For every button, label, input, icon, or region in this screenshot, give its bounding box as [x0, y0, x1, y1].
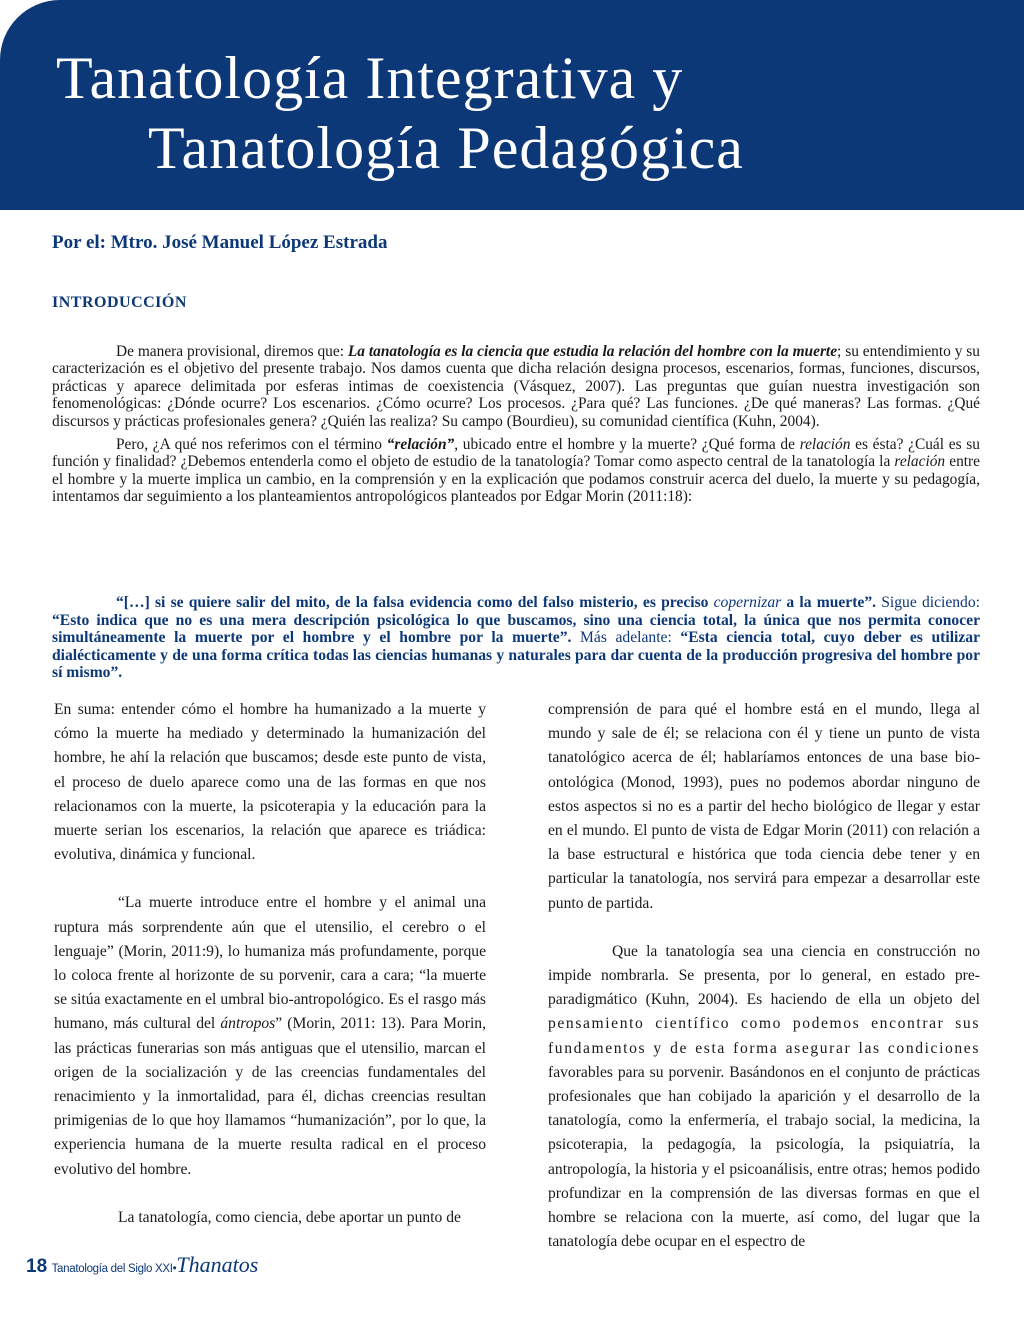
intro-p1-definition: La tanatología es la ciencia que estudia la relación del hombre con la muerte: [347, 343, 838, 360]
quote-2: “Esto indica que no es una mera descripción psicológica lo que buscamos, sino una ciencia total, la única que nos permita conocer simultáneamente la muerte por el hombre y el hombre por la muerte”.: [52, 611, 980, 647]
pull-quote: [52, 594, 980, 682]
page-footer: [26, 1252, 258, 1278]
left-paragraph-2: [54, 891, 486, 1181]
intro-p2-emphasis: relación: [894, 453, 946, 471]
quote-3: “Esta ciencia total, cuyo deber es utilizar dialécticamente y de una forma crítica todas las ciencias humanas y naturales para dar cuenta de la producción progresiva del hombre por sí mismo”.: [52, 629, 980, 682]
intro-paragraph-1: [52, 343, 980, 430]
title-line-1: Tanatología Integrativa y: [56, 45, 684, 111]
intro-p2-text: , ubicado entre el hombre y la muerte? ¿Qué forma de: [454, 436, 800, 454]
right-p2-spaced-text: pensamiento científico como podemos encontrar sus fundamentos y de esta forma asegurar las condiciones: [548, 1015, 980, 1057]
right-p2-text-cont: favorables para su porvenir. Basándonos en el conjunto de prácticas profesionales que han cobijado la aparición y el desarrollo de la tanatología, como la enfermería, el trabajo social, la medicina, la psicoterapia, la pedagogía, la psicología, la psiquiatría, la antropología, la historia y el psicoanálisis, entre otras; hemos podido profundizar en la comprensión de las diversas formas en que el hombre se relaciona con la muerte, así como, del lugar que la tanatología debe ocupar en el espectro de: [548, 1063, 980, 1251]
intro-p2-text: Pero, ¿A qué nos referimos con el término: [116, 436, 387, 454]
quote-connector: Más adelante:: [571, 629, 681, 647]
footer-separator: •: [172, 1263, 177, 1275]
intro-p2-emphasis: relación: [799, 436, 851, 454]
intro-text: [52, 343, 980, 512]
quote-connector: Sigue diciendo:: [876, 594, 980, 611]
intro-p1-text: De manera provisional, diremos que:: [116, 343, 348, 360]
quote-1: [116, 594, 876, 611]
section-heading: INTRODUCCIÓN: [52, 294, 187, 311]
right-column: [548, 698, 980, 1254]
quote-paragraph: [52, 594, 980, 682]
page-number: 18: [26, 1256, 48, 1277]
intro-paragraph-2: [52, 436, 980, 506]
intro-p2-term: “relación”: [386, 436, 455, 454]
left-p2-text-cont: ” (Morin, 2011: 13). Para Morin, las prácticas funerarias son más antiguas que el utensilio, marcan el origen de la socialización y de las creencias fundamentales del renacimiento y la inmortalidad, para él, dichas creencias resultan primigenias de lo que hoy llamamos “humanización”, por lo que, la experiencia humana de la muerte resulta radical en el proceso evolutivo del hombre.: [54, 1015, 486, 1178]
quote-1-text: “[…] si se quiere salir del mito, de la falsa evidencia como del falso misterio, es preciso: [116, 594, 714, 611]
author-byline: Por el: Mtro. José Manuel López Estrada: [52, 232, 388, 253]
left-paragraph-3: La tanatología, como ciencia, debe aportar un punto de: [118, 1208, 461, 1226]
publication-name: Tanatología del Siglo XXI: [51, 1263, 173, 1275]
right-p2-text: Que la tanatología sea una ciencia en construcción no impide nombrarla. Se presenta, por lo general, en estado pre-paradigmático (Kuhn, 2004). Es haciendo de ella un objeto del: [548, 942, 980, 1009]
right-paragraph-1: comprensión de para qué el hombre está en el mundo, llega al mundo y sale de él; se relaciona con él y tiene un punto de vista tanatológico acerca de él; hablaríamos entonces de una base bio-ontológica (Monod, 1993), pues no podemos abordar ninguno de estos aspectos si no es a partir del hecho biológico de llegar y estar en el mundo. El punto de vista de Edgar Morin (2011) con relación a la base estructural e histórica que toda ciencia debe tener y en particular la tanatología, nos servirá para empezar a desarrollar este punto de partida.: [548, 701, 980, 912]
header-banner: [0, 0, 1024, 210]
intro-p1-text-cont: ; su entendimiento y su caracterización es el objetivo del presente trabajo. Nos damos cuenta que dicha relación designa procesos, escenarios, formas, funciones, discursos, prácticas y aparece delimitada por esferas intimas de coexistencia (Vásquez, 2007). Las preguntas que guían nuestra investigación son fenomenológicas: ¿Dónde ocurre? Los escenarios. ¿Cómo ocurre? Los procesos. ¿Para qué? Las funciones. ¿De qué maneras? Las formas. ¿Qué discursos y prácticas profesionales genera? ¿Quién las realiza? Su campo (Bourdieu), su comunidad científica (Kuhn, 2004).: [52, 343, 980, 430]
left-column: [54, 698, 486, 1230]
right-paragraph-2: [548, 940, 980, 1255]
left-paragraph-1: En suma: entender cómo el hombre ha humanizado a la muerte y cómo la muerte ha mediado y determinado la humanización del hombre, he ahí la relación que buscamos; desde este punto de vista, el proceso de duelo aparece como una de las formas en que nos relacionamos con la muerte, la psicoterapia y la educación para la muerte serian los escenarios, la relación que aparece es triádica: evolutiva, dinámica y funcional.: [54, 701, 486, 864]
title-line-2: Tanatología Pedagógica: [148, 115, 744, 181]
left-p2-text: “La muerte introduce entre el hombre y el animal una ruptura más sorprendente aún que el utensilio, el cerebro o el lenguaje” (Morin, 2011:9), lo humaniza más profundamente, porque lo coloca frente al horizonte de su porvenir, cara a cara; “la muerte se sitúa exactamente en el umbral bio-antropológico. Es el rasgo más humano, más cultural del: [54, 894, 486, 1033]
intro-p2-text: entre el hombre y la muerte implica un cambio, en la comprensión y en la explicación que podamos construir acerca del duelo, la muerte y su pedagogía, intentamos dar seguimiento a los planteamientos antropológicos planteados por Edgar Morin (2011:18):: [52, 453, 981, 506]
quote-1-end: a la muerte”.: [781, 594, 877, 611]
left-p2-emphasis: ántropos: [220, 1015, 276, 1033]
intro-p2-text: es ésta? ¿Cuál es su función y finalidad? ¿Debemos entenderla como el objeto de estudio de la tanatología? Tomar como aspecto central de la tanatología la: [52, 436, 980, 471]
quote-1-emphasis: copernizar: [713, 594, 782, 611]
brand-logo: Thanatos: [176, 1252, 259, 1277]
